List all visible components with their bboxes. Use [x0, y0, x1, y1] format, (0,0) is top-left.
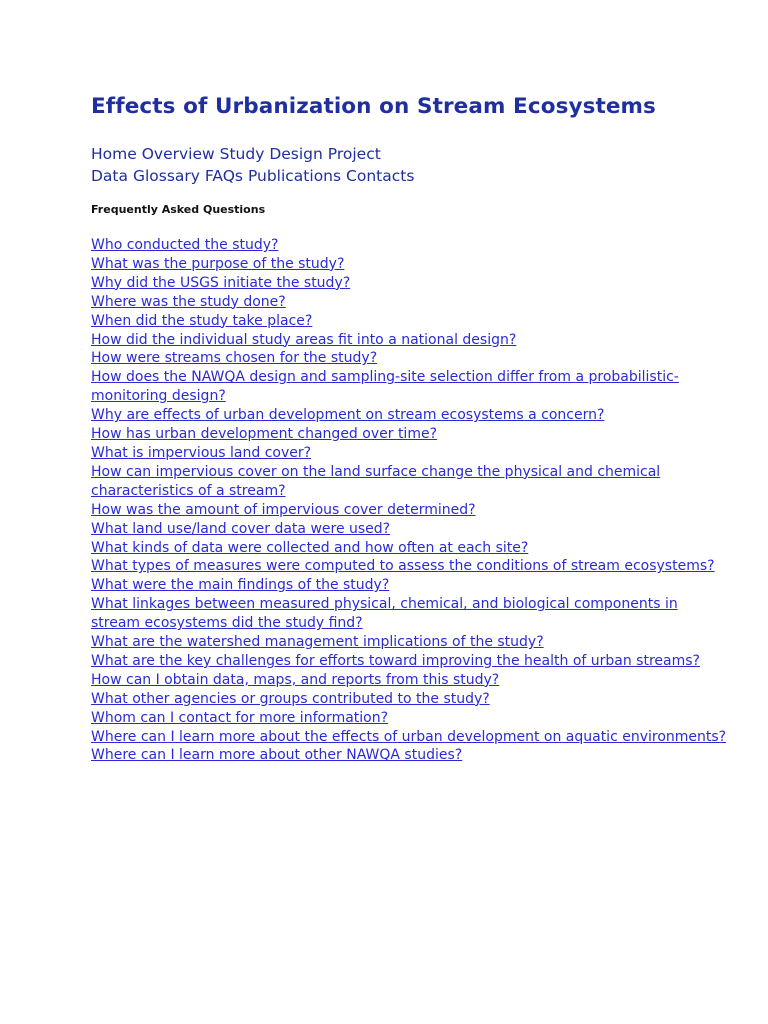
faq-link[interactable]: How did the individual study areas fit into a national design?: [91, 331, 517, 348]
faq-item: [91, 236, 731, 255]
faq-link[interactable]: What linkages between measured physical, chemical, and biological components in stream ecosystems did the study find?: [91, 596, 678, 632]
page-title: Effects of Urbanization on Stream Ecosystems: [91, 94, 656, 119]
faq-link[interactable]: Why did the USGS initiate the study?: [91, 274, 351, 291]
nav-link-home[interactable]: Home: [91, 145, 137, 163]
faq-item: [91, 709, 731, 728]
faq-item: [91, 425, 731, 444]
faq-list: [91, 236, 731, 765]
faq-link[interactable]: How can I obtain data, maps, and reports from this study?: [91, 671, 500, 688]
nav-link-publications[interactable]: Publications: [247, 167, 342, 185]
faq-item: [91, 576, 731, 595]
faq-item: [91, 671, 731, 690]
faq-item: [91, 349, 731, 368]
faq-link[interactable]: What other agencies or groups contributed to the study?: [91, 690, 490, 707]
faq-item: [91, 746, 731, 765]
faq-item: [91, 293, 731, 312]
faq-link[interactable]: What was the purpose of the study?: [91, 255, 345, 272]
faq-link[interactable]: What are the key challenges for efforts toward improving the health of urban streams?: [91, 652, 700, 669]
faq-link[interactable]: What types of measures were computed to assess the conditions of stream ecosystems?: [91, 558, 715, 575]
nav-link-study-design[interactable]: Study Design: [219, 145, 323, 163]
faq-item: [91, 595, 731, 633]
nav-link-overview[interactable]: Overview: [141, 145, 215, 163]
faq-link[interactable]: Whom can I contact for more information?: [91, 709, 389, 726]
faq-link[interactable]: Where can I learn more about other NAWQA studies?: [91, 747, 463, 764]
faq-item: [91, 539, 731, 558]
faq-link[interactable]: How does the NAWQA design and sampling-site selection differ from a probabilistic-monitoring design?: [91, 369, 679, 405]
nav-link-faqs[interactable]: FAQs: [204, 167, 243, 185]
faq-item: [91, 312, 731, 331]
nav-link-glossary[interactable]: Glossary: [132, 167, 200, 185]
faq-link[interactable]: What land use/land cover data were used?: [91, 520, 391, 537]
main-navigation: [91, 143, 414, 187]
faq-item: [91, 368, 731, 406]
nav-line-2: [91, 165, 414, 187]
faq-item: [91, 633, 731, 652]
faq-link[interactable]: Why are effects of urban development on stream ecosystems a concern?: [91, 407, 605, 424]
nav-link-data[interactable]: Data: [91, 167, 129, 185]
faq-link[interactable]: Where was the study done?: [91, 293, 286, 310]
faq-link[interactable]: How was the amount of impervious cover determined?: [91, 501, 476, 518]
faq-item: [91, 463, 731, 501]
faq-link[interactable]: What were the main findings of the study?: [91, 577, 390, 594]
faq-link[interactable]: Where can I learn more about the effects of urban development on aquatic environments?: [91, 728, 727, 745]
faq-link[interactable]: What is impervious land cover?: [91, 444, 312, 461]
nav-line-1: [91, 143, 414, 165]
faq-item: [91, 652, 731, 671]
faq-item: [91, 274, 731, 293]
faq-item: [91, 406, 731, 425]
faq-item: [91, 255, 731, 274]
nav-link-project[interactable]: Project: [327, 145, 381, 163]
faq-item: [91, 501, 731, 520]
faq-item: [91, 520, 731, 539]
faq-heading: Frequently Asked Questions: [91, 203, 266, 216]
faq-link[interactable]: How has urban development changed over time?: [91, 426, 438, 443]
faq-link[interactable]: Who conducted the study?: [91, 237, 279, 253]
faq-link[interactable]: How were streams chosen for the study?: [91, 350, 378, 367]
nav-link-contacts[interactable]: Contacts: [346, 167, 415, 185]
faq-item: [91, 728, 731, 747]
faq-item: [91, 444, 731, 463]
faq-link[interactable]: When did the study take place?: [91, 312, 313, 329]
faq-item: [91, 331, 731, 350]
faq-link[interactable]: What kinds of data were collected and how often at each site?: [91, 539, 529, 556]
faq-link[interactable]: How can impervious cover on the land surface change the physical and chemical characteristics of a stream?: [91, 463, 661, 499]
faq-item: [91, 690, 731, 709]
faq-item: [91, 557, 731, 576]
faq-link[interactable]: What are the watershed management implications of the study?: [91, 634, 544, 651]
